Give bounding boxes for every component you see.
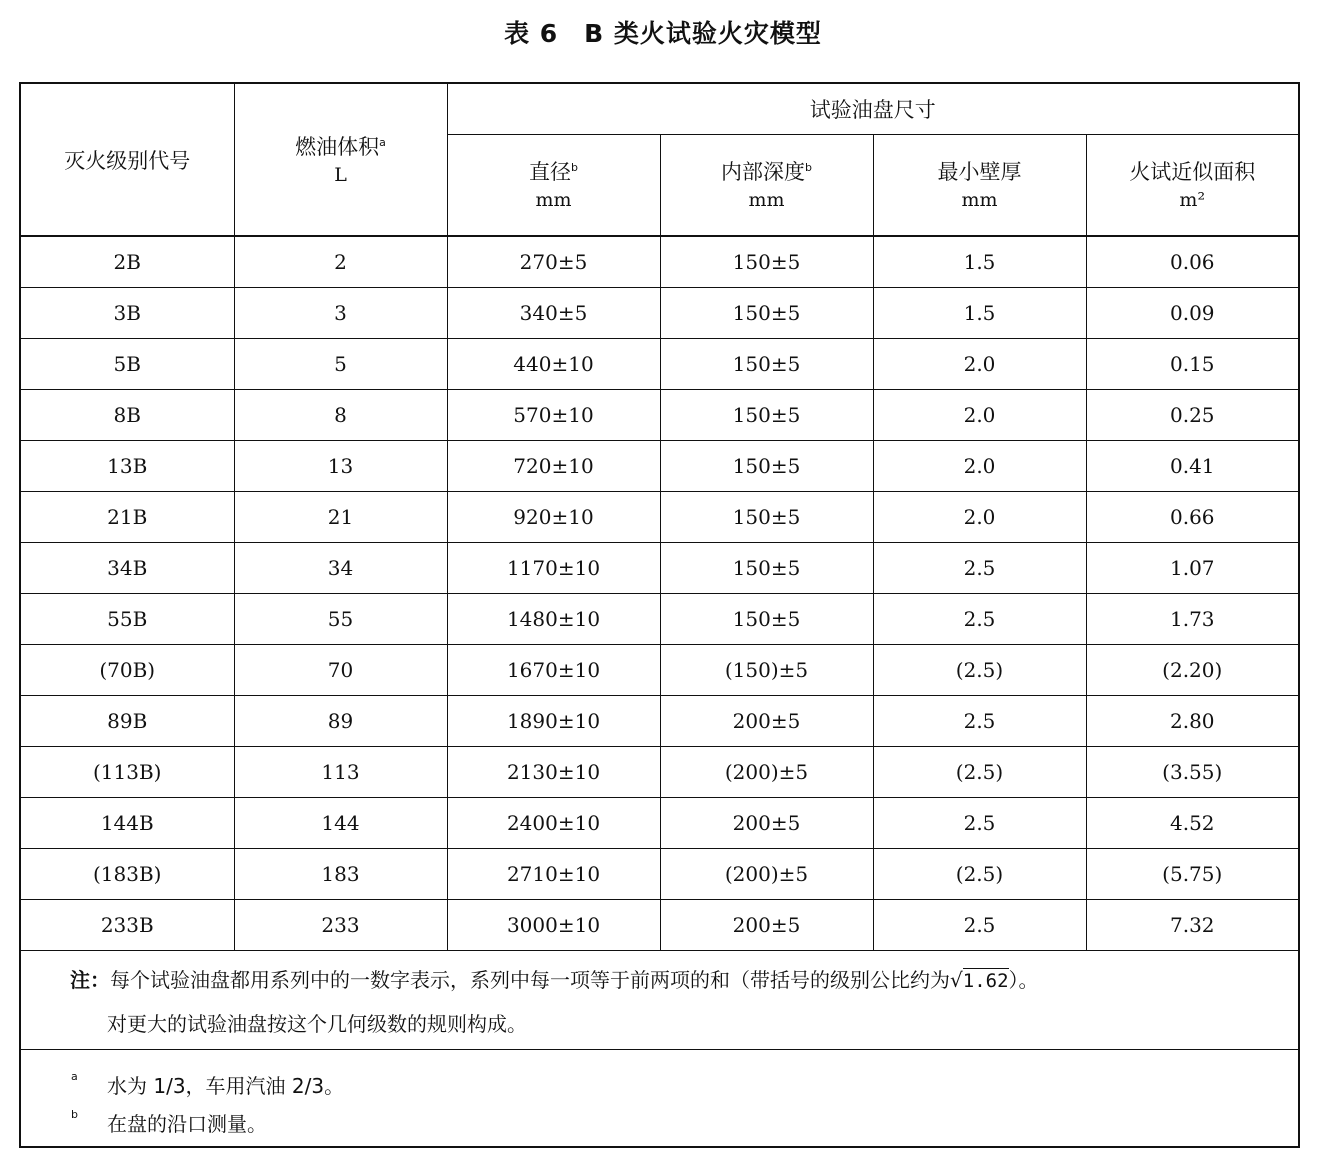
fire-model-table (21, 84, 1298, 951)
table-cell: 270±5 (447, 236, 660, 288)
note-line-1: 注：每个试验油盘都用系列中的一数字表示，系列中每一项等于前两项的和（带括号的级别公比约为√1.62）。 (70, 968, 1039, 992)
table-cell: 2.5 (873, 798, 1086, 849)
table-cell: 1.73 (1086, 594, 1298, 645)
table-row (21, 798, 1298, 849)
table-cell: 13B (21, 441, 234, 492)
table-cell: (113B) (21, 747, 234, 798)
table-cell: 21B (21, 492, 234, 543)
table-row (21, 849, 1298, 900)
header-fuel-volume: 燃油体积$^a$ L (234, 84, 447, 236)
table-cell: 2 (234, 236, 447, 288)
table-title: 表 6 B 类火试验火灾模型 (504, 19, 822, 48)
table-cell: 233 (234, 900, 447, 951)
table-row (21, 236, 1298, 288)
table-cell: 183 (234, 849, 447, 900)
table-cell: 89 (234, 696, 447, 747)
table-cell: 150±5 (660, 390, 873, 441)
table-cell: 150±5 (660, 441, 873, 492)
table-note (21, 938, 1298, 1050)
header-pan-dimensions: 试验油盘尺寸 (447, 84, 1298, 135)
table-cell: 3 (234, 288, 447, 339)
table-cell: 5B (21, 339, 234, 390)
table-cell: 55B (21, 594, 234, 645)
header-row-1 (21, 84, 1298, 135)
table-cell: 13 (234, 441, 447, 492)
table-cell: 150±5 (660, 339, 873, 390)
table-cell: 2400±10 (447, 798, 660, 849)
table-cell: (5.75) (1086, 849, 1298, 900)
table-cell: 1170±10 (447, 543, 660, 594)
table-row (21, 696, 1298, 747)
table-cell: 3B (21, 288, 234, 339)
table-cell: 3000±10 (447, 900, 660, 951)
table-cell: 113 (234, 747, 447, 798)
table-cell: 2130±10 (447, 747, 660, 798)
table-cell: 8 (234, 390, 447, 441)
table-cell: 2.0 (873, 339, 1086, 390)
table-cell: 2.5 (873, 594, 1086, 645)
sqrt-expression: √1.62 (950, 968, 1009, 992)
table-row (21, 594, 1298, 645)
table-cell: 2.0 (873, 492, 1086, 543)
table-cell: (70B) (21, 645, 234, 696)
table-cell: 340±5 (447, 288, 660, 339)
note-line-2: 对更大的试验油盘按这个几何级数的规则构成。 (107, 1012, 527, 1036)
table-cell: (3.55) (1086, 747, 1298, 798)
table-cell: 0.66 (1086, 492, 1298, 543)
table-cell: 70 (234, 645, 447, 696)
header-diameter: 直径$^b$ mm (447, 135, 660, 237)
table-cell: 4.52 (1086, 798, 1298, 849)
table-cell: 200±5 (660, 900, 873, 951)
table-cell: 1.5 (873, 236, 1086, 288)
table-cell: 34B (21, 543, 234, 594)
table-cell: 233B (21, 900, 234, 951)
table-cell: 150±5 (660, 236, 873, 288)
table-cell: 440±10 (447, 339, 660, 390)
table-cell: 2710±10 (447, 849, 660, 900)
table-row (21, 390, 1298, 441)
table-cell: 2.5 (873, 696, 1086, 747)
table-cell: 34 (234, 543, 447, 594)
table-cell: 0.15 (1086, 339, 1298, 390)
header-grade-code: 灭火级别代号 (21, 84, 234, 236)
table-cell: 1670±10 (447, 645, 660, 696)
table-cell: 144B (21, 798, 234, 849)
table-row (21, 543, 1298, 594)
table-row (21, 492, 1298, 543)
table-frame: 灭火级别代号 燃油体积$^a$ L 试验油盘尺寸 直径$^b$ mm 内部深度$^b$ mm 最小壁厚 mm 火试近似面积 m² 2B 2 270±5 150±5 1.5 0.06 3B 3 340±5 150±5 1.5 0.09 5B 5 440±10 150±5 2.0 0.15 8B 8 570±10 150±5 2.0 0.25 13B 13 720±10 150±5 2.0 0.41 21B 21 920±10 150±5 2.0 0.66 34B 34 1170±10 150±5 2.5 1.07 55B 55 1480±10 150±5 2.5 1.73 (70B) 70 1670±10 (150)±5 (2.5) (2.20) 89B 89 1890±10 200±5 2.5 2.80 (113B) 113 2130±10 (200)±5 (2.5) (3.55) 144B 144 2400±10 200±5 2.5 4.52 (183B) 183 2710±10 (200)±5 (2.5) (5.75) 233B 233 3000±10 200±5 2.5 7.32 注：每个试验油盘都用系列中的一数字表示，系列中每一项等于前两项的和（带括号的级别公比约为√1.62）。 对更大的试验油盘按这个几何级数的规则构成。 a 水为 1/3，车用汽油 2/3。 b 在盘的沿口测量。 (19, 82, 1300, 1148)
table-cell: (2.5) (873, 849, 1086, 900)
table-cell: 150±5 (660, 543, 873, 594)
table-cell: (2.5) (873, 747, 1086, 798)
table-cell: 570±10 (447, 390, 660, 441)
table-row (21, 339, 1298, 390)
table-cell: 7.32 (1086, 900, 1298, 951)
table-cell: 144 (234, 798, 447, 849)
table-cell: 2.80 (1086, 696, 1298, 747)
table-cell: 200±5 (660, 798, 873, 849)
table-cell: 2.5 (873, 900, 1086, 951)
table-row (21, 288, 1298, 339)
table-cell: 150±5 (660, 288, 873, 339)
table-cell: (150)±5 (660, 645, 873, 696)
table-cell: 0.06 (1086, 236, 1298, 288)
table-cell: 2B (21, 236, 234, 288)
header-inner-depth: 内部深度$^b$ mm (660, 135, 873, 237)
table-row (21, 645, 1298, 696)
table-row (21, 747, 1298, 798)
table-cell: (2.5) (873, 645, 1086, 696)
table-cell: 150±5 (660, 492, 873, 543)
table-cell: 1.07 (1086, 543, 1298, 594)
table-cell: 0.09 (1086, 288, 1298, 339)
header-fire-area: 火试近似面积 m² (1086, 135, 1298, 237)
table-cell: 150±5 (660, 594, 873, 645)
table-cell: 920±10 (447, 492, 660, 543)
table-cell: 2.5 (873, 543, 1086, 594)
table-cell: 5 (234, 339, 447, 390)
table-cell: (2.20) (1086, 645, 1298, 696)
table-cell: 0.41 (1086, 441, 1298, 492)
table-cell: (200)±5 (660, 849, 873, 900)
table-cell: 21 (234, 492, 447, 543)
table-cell: 1.5 (873, 288, 1086, 339)
table-cell: 8B (21, 390, 234, 441)
table-cell: 2.0 (873, 441, 1086, 492)
table-cell: (183B) (21, 849, 234, 900)
table-cell: 1480±10 (447, 594, 660, 645)
table-cell: 55 (234, 594, 447, 645)
table-cell: 200±5 (660, 696, 873, 747)
table-row (21, 441, 1298, 492)
table-cell: 720±10 (447, 441, 660, 492)
table-cell: 2.0 (873, 390, 1086, 441)
table-cell: 89B (21, 696, 234, 747)
header-min-wall: 最小壁厚 mm (873, 135, 1086, 237)
table-cell: 0.25 (1086, 390, 1298, 441)
table-cell: 1890±10 (447, 696, 660, 747)
table-cell: (200)±5 (660, 747, 873, 798)
table-body (21, 236, 1298, 951)
